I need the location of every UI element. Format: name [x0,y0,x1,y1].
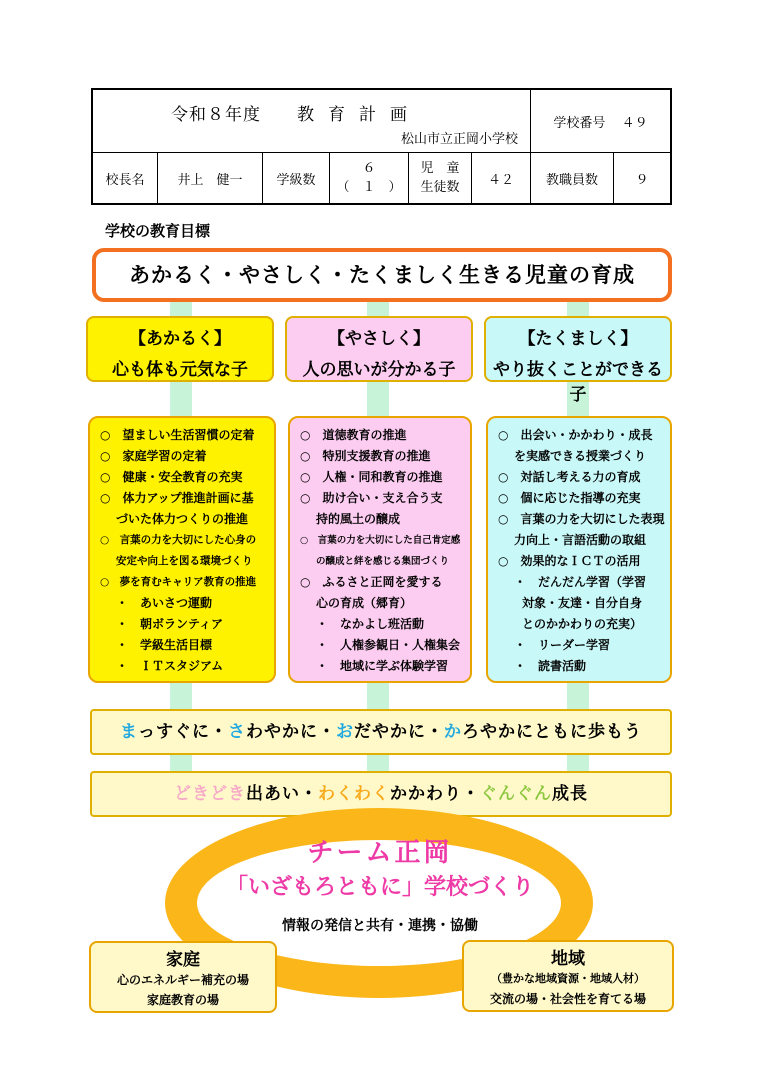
motto-text: だやかに・ [354,722,444,742]
students-label-cell [409,153,472,205]
sub-item: ・ ＩＴスタジアム [116,659,224,673]
growth-text: かかわり・ [390,784,480,804]
list-item: ○ 道徳教育の推進 [300,428,407,442]
classes-special: （ １ ） [336,180,402,195]
sub-item: ・ あいさつ運動 [116,596,213,610]
motto-text: っすぐに・ [138,722,228,742]
sub-item: ・ なかよし班活動 [316,617,425,631]
students-label-bottom: 生徒数 [420,180,460,195]
motto-banner [90,709,672,755]
list-item: ○ 助け合い・支え合う支 [300,491,443,505]
connector [567,682,589,710]
pillar-akaruku [86,316,274,382]
connector [367,382,389,418]
pillar-subtitle: 人の思いが分かる子 [302,360,456,380]
growth-accent: どきどき [174,784,246,804]
school-name: 松山市立正岡小学校 [400,132,518,147]
motto-text: わやかに・ [246,722,336,742]
staff-count: ９ [614,153,672,205]
pillar-title: 【たくましく】 [518,329,638,349]
community-box [462,940,674,1012]
connector [170,682,192,710]
motto-accent: か [444,722,462,742]
principal-name: 井上 健一 [158,153,263,205]
community-title: 地域 [551,949,585,969]
growth-accent: ぐんぐん [480,784,552,804]
plan-title [171,100,421,125]
classes-label: 学級数 [263,153,330,205]
growth-text: 出あい・ [246,784,318,804]
motto-text: ろやかにともに歩もう [462,722,642,742]
classes-cell [330,153,409,205]
principal-label: 校長名 [92,153,158,205]
main-goal: あかるく・やさしく・たくましく生きる児童の育成 [92,248,672,302]
students-count: ４２ [472,153,531,205]
plan-name: 教育計画 [297,105,421,125]
sub-item: ・ 朝ボランティア [116,617,224,631]
list-item: ○ 健康・安全教育の充実 [100,470,243,484]
list-item-continued: 持的風土の醸成 [316,512,401,526]
home-title: 家庭 [166,950,200,970]
list-item-continued: 力向上・言語活動の取組 [514,533,647,547]
sub-item-continued: 対象・友達・自分自身 [522,596,643,610]
community-desc-2: 交流の場・社会性を育てる場 [489,992,646,1006]
header-table [91,88,672,205]
list-item: ○ 対話し考える力の育成 [498,470,641,484]
title-cell [92,89,531,153]
list-item: ○ 家庭学習の定着 [100,449,207,463]
list-item: ○ 効果的なＩＣＴの活用 [498,554,641,568]
sub-item: ・ 地域に学ぶ体験学習 [316,659,449,673]
students-label-top: 児 童 [420,161,460,176]
home-desc-2: 家庭教育の場 [146,993,219,1007]
list-item: ○ 出会い・かかわり・成長 [498,428,653,442]
akaruku-measures [88,416,276,683]
community-desc-1: （豊かな地域資源・地域人材） [491,972,645,985]
sub-item-continued: とのかかわりの充実） [522,617,643,631]
growth-accent: わくわく [318,784,390,804]
connector [367,754,389,772]
list-item: ○ 体力アップ推進計画に基 [100,491,254,505]
pillar-yasashiku [285,316,473,382]
plan-year: 令和８年度 [171,105,261,125]
pillar-takumashiku [484,316,672,405]
motto-accent: お [336,722,354,742]
pillar-subtitle: やり抜くことができる子 [493,360,663,405]
staff-label: 教職員数 [531,153,614,205]
motto-accent: ま [120,722,138,742]
growth-text: 成長 [552,784,588,804]
connector [367,682,389,710]
pillar-subtitle: 心も体も元気な子 [112,360,248,380]
connector [170,382,192,418]
list-item-continued: づいた体力つくりの推進 [116,512,249,526]
list-item: ○ 個に応じた指導の充実 [498,491,641,505]
school-number-label: 学校番号 [553,115,606,131]
sub-item: ・ だんだん学習（学習 [514,575,647,589]
connector [567,754,589,772]
yasashiku-measures [288,416,472,683]
connector [170,754,192,772]
list-item: ○ 特別支援教育の推進 [300,449,431,463]
list-item-continued: の醸成と絆を感じる集団づくり [316,556,450,567]
sub-item: ・ リーダー学習 [514,638,611,652]
home-desc-1: 心のエネルギー補充の場 [116,973,249,987]
team-description: 情報の発信と共有・連携・協働 [282,918,478,934]
list-item: ○ 人権・同和教育の推進 [300,470,443,484]
team-slogan: 「いざもろともに」学校づくり [225,875,534,900]
list-item: ○ 夢を育むキャリア教育の推進 [100,576,257,588]
list-item-continued: を実感できる授業づくり [514,449,647,463]
motto-accent: さ [228,722,246,742]
team-title: チーム正岡 [307,838,453,868]
list-item-continued: 心の育成（郷育） [316,596,413,610]
pillar-title: 【やさしく】 [328,329,430,349]
list-item: ○ 言葉の力を大切にした自己肯定感 [300,535,461,546]
list-item: ○ 望ましい生活習慣の定着 [100,428,255,442]
home-box [89,941,277,1013]
list-item: ○ ふるさと正岡を愛する [300,575,443,589]
pillar-title: 【あかるく】 [129,329,231,349]
sub-item: ・ 学級生活目標 [116,638,213,652]
classes-count: ６ [362,161,376,176]
list-item-continued: 安定や向上を図る環境づくり [116,555,253,567]
list-item: ○ 言葉の力を大切にした心身の [100,534,257,546]
sub-item: ・ 人権参観日・人権集会 [316,638,461,652]
list-item: ○ 言葉の力を大切にした表現 [498,512,665,526]
school-number: ４９ [621,115,648,131]
section-label: 学校の教育目標 [105,222,211,240]
takumashiku-measures [486,416,672,683]
school-number-cell [531,89,672,153]
sub-item: ・ 読書活動 [514,659,587,673]
